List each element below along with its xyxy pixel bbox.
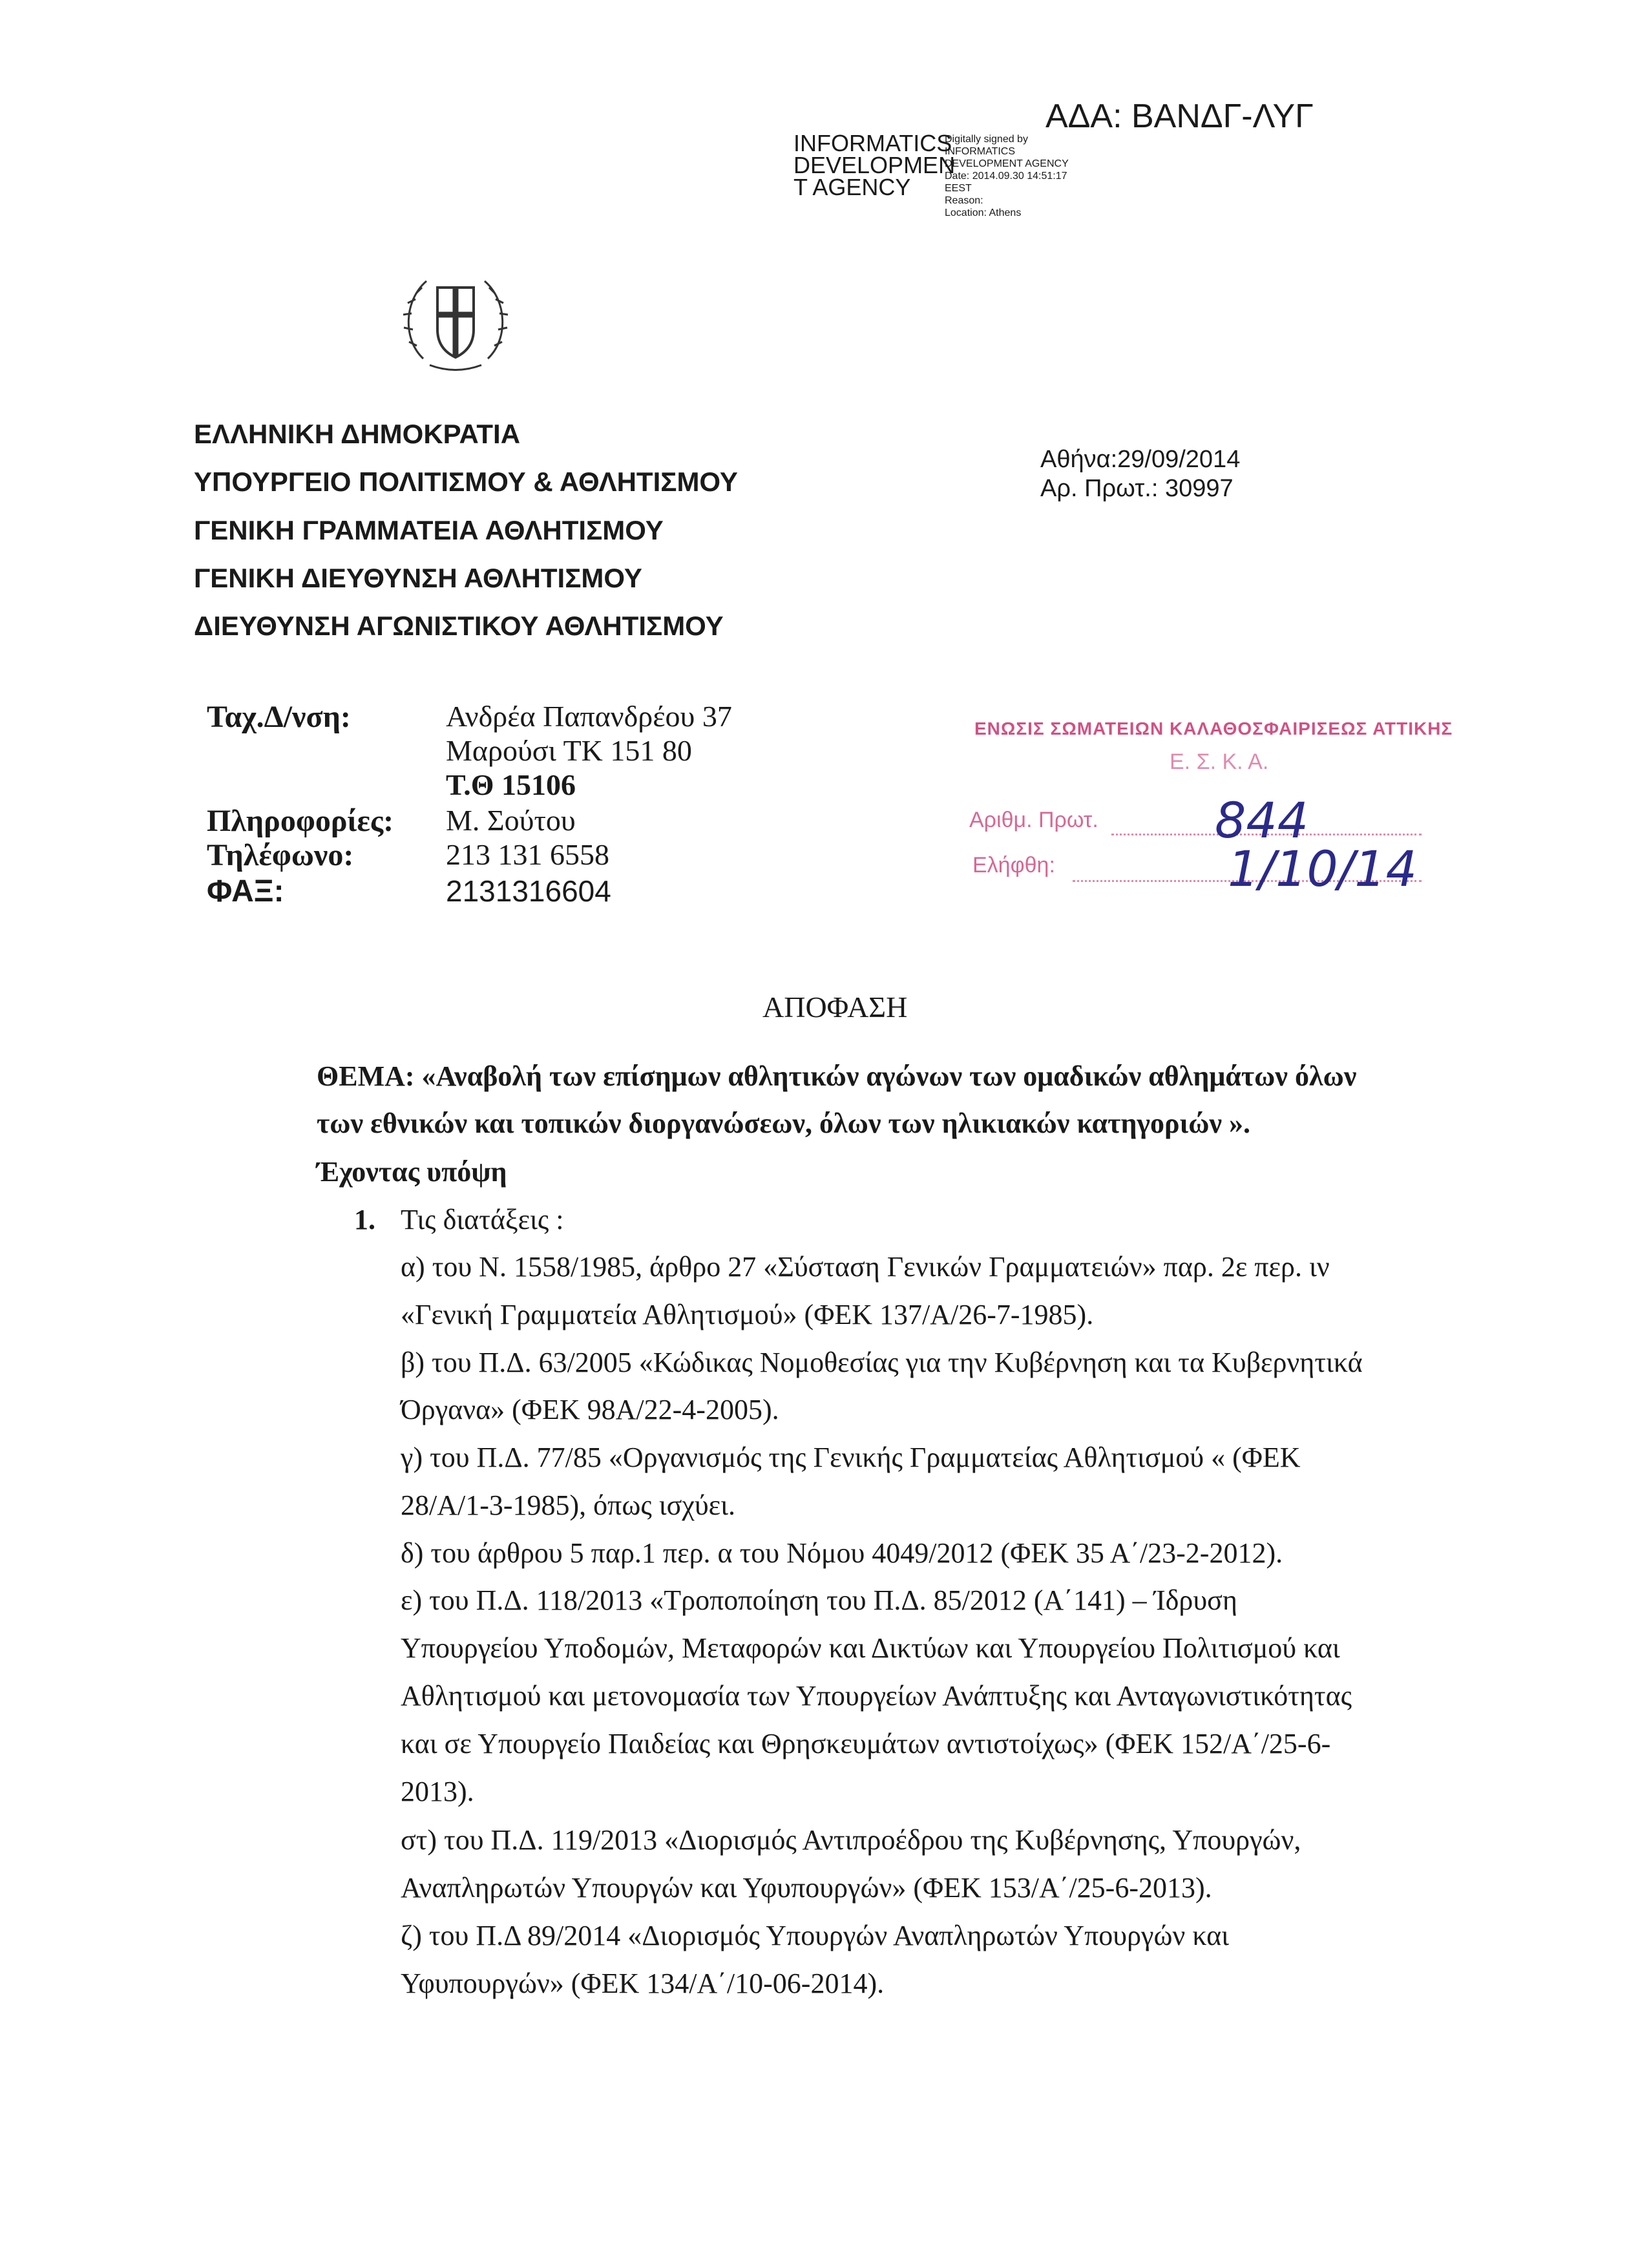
subject-line: ΘΕΜΑ: «Αναβολή των επίσημων αθλητικών αγώνων των ομαδικών αθλημάτων όλων [317, 1060, 1357, 1092]
header-line: ΓΕΝΙΚΗ ΔΙΕΥΘΥΝΣΗ ΑΘΛΗΤΙΣΜΟΥ [194, 563, 642, 593]
stamp-protocol-label: Αριθμ. Πρωτ. [969, 808, 1098, 832]
info-contact: Μ. Σούτου [446, 804, 576, 837]
signature-detail-line: DEVELOPMENT AGENCY [945, 158, 1069, 169]
provision-line: δ) του άρθρου 5 παρ.1 περ. α του Νόμου 4049/2012 (ΦΕΚ 35 Α΄/23-2-2012). [401, 1537, 1283, 1569]
subject-line: των εθνικών και τοπικών διοργανώσεων, όλων των ηλικιακών κατηγοριών ». [317, 1108, 1251, 1139]
decision-title: ΑΠΟΦΑΣΗ [762, 991, 908, 1024]
provision-line: α) του Ν. 1558/1985, άρθρο 27 «Σύσταση Γενικών Γραμματειών» παρ. 2ε περ. ιν [401, 1251, 1330, 1283]
provision-line: Όργανα» (ΦΕΚ 98Α/22-4-2005). [401, 1394, 779, 1425]
signature-detail-line: Location: Athens [945, 207, 1022, 218]
signature-detail-line: Date: 2014.09.30 14:51:17 [945, 171, 1067, 182]
provision-line: στ) του Π.Δ. 119/2013 «Διορισμός Αντιπροέδρου της Κυβέρνησης, Υπουργών, [401, 1824, 1301, 1856]
provision-line: β) του Π.Δ. 63/2005 «Κώδικας Νομοθεσίας για την Κυβέρνηση και τα Κυβερνητικά [401, 1347, 1363, 1378]
phone-label: Τηλέφωνο: [207, 838, 354, 872]
phone-number: 213 131 6558 [446, 838, 609, 871]
address-line: Ανδρέα Παπανδρέου 37 [446, 700, 732, 733]
provision-line: και σε Υπουργείο Παιδείας και Θρησκευμάτων αντιστοίχως» (ΦΕΚ 152/Α΄/25-6- [401, 1728, 1331, 1759]
provision-line: «Γενική Γραμματεία Αθλητισμού» (ΦΕΚ 137/Α/26-7-1985). [401, 1299, 1094, 1330]
signature-detail-line: Reason: [945, 195, 983, 206]
signature-detail-line: INFORMATICS [945, 146, 1016, 157]
signature-details [945, 133, 1069, 219]
document-date: Αθήνα:29/09/2014 [1040, 446, 1241, 473]
info-label: Πληροφορίες: [207, 804, 394, 838]
fax-label: ΦΑΞ: [207, 874, 284, 908]
ada-code: ΑΔΑ: ΒΑΝΔΓ-ΛΥΓ [1045, 98, 1314, 135]
provision-line: ε) του Π.Δ. 118/2013 «Τροποποίηση του Π.Δ. 85/2012 (Α΄141) – Ίδρυση [401, 1584, 1237, 1616]
provision-line: 28/Α/1-3-1985), όπως ισχύει. [401, 1489, 735, 1521]
provision-line: Υφυπουργών» (ΦΕΚ 134/Α΄/10-06-2014). [401, 1968, 885, 1999]
provision-line: γ) του Π.Δ. 77/85 «Οργανισμός της Γενικής Γραμματείας Αθλητισμού « (ΦΕΚ [401, 1442, 1301, 1473]
header-line: ΕΛΛΗΝΙΚΗ ΔΗΜΟΚΡΑΤΙΑ [194, 419, 521, 449]
item-text: Τις διατάξεις : [401, 1204, 564, 1235]
signature-detail-line: EEST [945, 183, 972, 194]
stamp-received-label: Ελήφθη: [972, 853, 1055, 877]
provision-line: 2013). [401, 1776, 474, 1807]
provision-line: Αθλητισμού και μετονομασία των Υπουργείων Ανάπτυξης και Ανταγωνιστικότητας [401, 1680, 1352, 1712]
address-label: Ταχ.Δ/νση: [207, 700, 351, 734]
signature-org-line: DEVELOPMEN [793, 152, 956, 178]
greek-state-emblem-icon [397, 262, 514, 381]
provision-line: Υπουργείου Υποδομών, Μεταφορών και Δικτύων και Υπουργείου Πολιτισμού και [401, 1632, 1340, 1664]
provision-line: Αναπληρωτών Υπουργών και Υφυπουργών» (ΦΕΚ 153/Α΄/25-6-2013). [401, 1872, 1212, 1904]
signature-org-line: T AGENCY [793, 174, 911, 200]
signature-detail-line: Digitally signed by [945, 134, 1028, 145]
signature-org-line: INFORMATICS [793, 130, 952, 156]
protocol-number: Αρ. Πρωτ.: 30997 [1040, 475, 1234, 502]
stamp-abbr: Ε. Σ. Κ. Α. [1170, 750, 1269, 774]
considering-heading: Έχοντας υπόψη [317, 1156, 507, 1188]
header-line: ΓΕΝΙΚΗ ΓΡΑΜΜΑΤΕΙΑ ΑΘΛΗΤΙΣΜΟΥ [194, 515, 664, 545]
po-box: Τ.Θ 15106 [446, 768, 576, 801]
stamp-received-value: 1/10/14 [1228, 840, 1417, 898]
fax-number: 2131316604 [446, 874, 611, 908]
item-number: 1. [354, 1204, 375, 1235]
stamp-title: ΕΝΩΣΙΣ ΣΩΜΑΤΕΙΩΝ ΚΑΛΑΘΟΣΦΑΙΡΙΣΕΩΣ ΑΤΤΙΚΗΣ [974, 719, 1453, 739]
stamp-protocol-value: 844 [1215, 792, 1309, 849]
signature-organization [793, 132, 955, 198]
provision-line: ζ) του Π.Δ 89/2014 «Διορισμός Υπουργών Αναπληρωτών Υπουργών και [401, 1920, 1229, 1951]
header-line: ΥΠΟΥΡΓΕΙΟ ΠΟΛΙΤΙΣΜΟΥ & ΑΘΛΗΤΙΣΜΟΥ [194, 467, 738, 497]
header-line: ΔΙΕΥΘΥΝΣΗ ΑΓΩΝΙΣΤΙΚΟΥ ΑΘΛΗΤΙΣΜΟΥ [194, 611, 724, 641]
address-line: Μαρούσι ΤΚ 151 80 [446, 734, 692, 767]
